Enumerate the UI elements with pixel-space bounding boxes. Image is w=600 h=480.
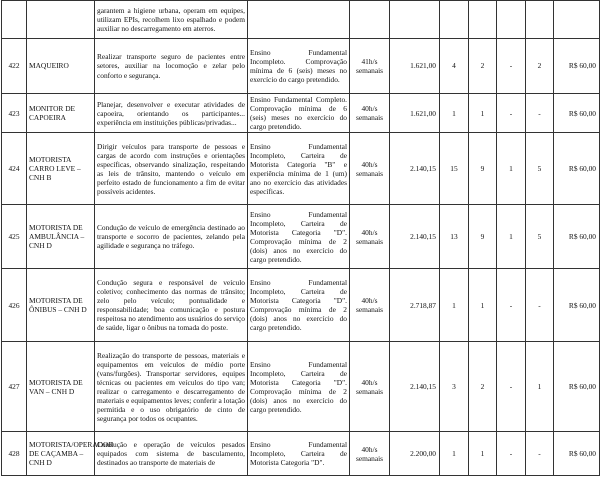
job-requirement: Ensino Fundamental Incompleto, Carteira de Motorista Categoria "D". bbox=[248, 432, 350, 476]
vacancy-count-2: 2 bbox=[469, 39, 497, 94]
job-salary: 2.200,00 bbox=[390, 432, 440, 476]
vacancy-count-3: - bbox=[497, 432, 526, 476]
registration-fee: R$ 60,00 bbox=[554, 94, 600, 133]
vacancy-count-4: 5 bbox=[526, 205, 554, 269]
job-title: MAQUEIRO bbox=[27, 39, 95, 94]
vacancy-count-1: 3 bbox=[440, 342, 469, 432]
vacancy-count-1: 1 bbox=[440, 432, 469, 476]
table-row bbox=[2, 205, 600, 269]
job-code: 427 bbox=[2, 342, 27, 432]
vacancy-count-3: - bbox=[497, 94, 526, 133]
vacancy-count-2: 1 bbox=[469, 432, 497, 476]
job-code: 426 bbox=[2, 269, 27, 342]
job-salary: 2.140,15 bbox=[390, 205, 440, 269]
vacancy-count-4: - bbox=[526, 94, 554, 133]
table-row-top bbox=[2, 1, 600, 39]
job-salary: 2.718,87 bbox=[390, 269, 440, 342]
job-title: MOTORISTA CARRO LEVE – CNH B bbox=[27, 133, 95, 205]
registration-fee: R$ 60,00 bbox=[554, 269, 600, 342]
vacancy-count-2: 1 bbox=[469, 94, 497, 133]
table-row bbox=[2, 342, 600, 432]
job-title: MOTORISTA DE ÔNIBUS – CNH D bbox=[27, 269, 95, 342]
job-requirement: Ensino Fundamental Incompleto, Carteira de Motorista Categoria "D". Comprovação mínima de 2 (dois) anos no exercício do cargo pretendido. bbox=[248, 342, 350, 432]
job-description: Dirigir veículos para transporte de pessoas e cargas de acordo com instruções e orientações específicas, observando sinalização, respeitando as leis de trânsito, mantendo o veículo em perfeito estado de funcionamento a fim de evitar possíveis acidentes. bbox=[95, 133, 248, 205]
vacancy-count-1: 15 bbox=[440, 133, 469, 205]
registration-fee: R$ 60,00 bbox=[554, 342, 600, 432]
job-hours: 40h/s semanais bbox=[350, 94, 390, 133]
table-row bbox=[2, 39, 600, 94]
job-salary: 2.140,15 bbox=[390, 133, 440, 205]
registration-fee: R$ 60,00 bbox=[554, 205, 600, 269]
vacancy-count-1: 1 bbox=[440, 269, 469, 342]
job-title: MOTORISTA DE VAN – CNH D bbox=[27, 342, 95, 432]
job-code: 428 bbox=[2, 432, 27, 476]
positions-table bbox=[1, 0, 600, 476]
job-code: 423 bbox=[2, 94, 27, 133]
table-row bbox=[2, 133, 600, 205]
job-description: Realizar transporte seguro de pacientes entre setores, auxiliar na locomoção e zelar pelo conforto e segurança. bbox=[95, 39, 248, 94]
vacancy-count-1: 4 bbox=[440, 39, 469, 94]
job-title: MOTORISTA DE AMBULÂNCIA – CNH D bbox=[27, 205, 95, 269]
table-row bbox=[2, 269, 600, 342]
vacancy-count-3: - bbox=[497, 269, 526, 342]
job-description: Realização do transporte de pessoas, materiais e equipamentos em veículos de médio porte (vans/furgões). Transportar servidores, equipes técnicas ou pacientes em veículos do tipo van; realizar o carregamento e descarregamento de materiais e equipamentos leves; conferir a lotação permitida e o uso obrigatório de cinto de segurança por todos os ocupantes. bbox=[95, 342, 248, 432]
job-requirement: Ensino Fundamental Incompleto, Carteira de Motorista Categoria "D". Comprovação mínima de 2 (dois) anos no exercício do cargo pretendido. bbox=[248, 269, 350, 342]
vacancy-count-3: - bbox=[497, 39, 526, 94]
registration-fee: R$ 60,00 bbox=[554, 133, 600, 205]
job-salary: 1.621,00 bbox=[390, 39, 440, 94]
vacancy-count-2: 9 bbox=[469, 133, 497, 205]
job-title: MONITOR DE CAPOEIRA bbox=[27, 94, 95, 133]
job-code: 425 bbox=[2, 205, 27, 269]
job-hours: 40h/s semanais bbox=[350, 269, 390, 342]
vacancy-count-1: 1 bbox=[440, 94, 469, 133]
job-hours: 40h/s semanais bbox=[350, 205, 390, 269]
vacancy-count-1: 13 bbox=[440, 205, 469, 269]
vacancy-count-2: 9 bbox=[469, 205, 497, 269]
vacancy-count-4: 1 bbox=[526, 342, 554, 432]
job-requirement: Ensino Fundamental Completo. Comprovação mínima de 6 (seis) meses no exercício do cargo pretendido. bbox=[248, 94, 350, 133]
vacancy-count-3: 1 bbox=[497, 133, 526, 205]
registration-fee: R$ 60,00 bbox=[554, 432, 600, 476]
job-hours: 40h/s semanais bbox=[350, 432, 390, 476]
job-description: Planejar, desenvolver e executar atividades de capoeira, orientando os participantes... experiência em instituições públicas/privadas... bbox=[95, 94, 248, 133]
registration-fee: R$ 60,00 bbox=[554, 39, 600, 94]
job-requirement: Ensino Fundamental Incompleto, Carteira de Motorista Categoria "D". Comprovação mínima de 2 (dois) anos no exercício do cargo pretendido. bbox=[248, 205, 350, 269]
job-code: 424 bbox=[2, 133, 27, 205]
vacancy-count-2: 1 bbox=[469, 269, 497, 342]
table-row bbox=[2, 432, 600, 476]
vacancy-count-4: - bbox=[526, 432, 554, 476]
job-salary: 2.140,15 bbox=[390, 342, 440, 432]
job-title: MOTORISTA/OPERADOR DE CAÇAMBA – CNH D bbox=[27, 432, 95, 476]
job-salary: 1.621,00 bbox=[390, 94, 440, 133]
table-row bbox=[2, 94, 600, 133]
vacancy-count-4: - bbox=[526, 269, 554, 342]
job-requirement: Ensino Fundamental Incompleto, Carteira de Motorista Categoria "B" e experiência mínima de 1 (um) ano no exercício das atividades específicas. bbox=[248, 133, 350, 205]
vacancy-count-2: 2 bbox=[469, 342, 497, 432]
vacancy-count-4: 5 bbox=[526, 133, 554, 205]
job-hours: 41h/s semanais bbox=[350, 39, 390, 94]
job-code: 422 bbox=[2, 39, 27, 94]
job-description: Condução de veículo de emergência destinado ao transporte e socorro de pacientes, zelando pela agilidade e segurança no tráfego. bbox=[95, 205, 248, 269]
vacancy-count-3: - bbox=[497, 342, 526, 432]
job-description: garantem a higiene urbana, operam em equipes, utilizam EPIs, recolhem lixo espalhado e podem auxiliar no descarregamento em aterros. bbox=[95, 1, 248, 39]
job-description: Condução e operação de veículos pesados equipados com sistema de basculamento, destinados ao transporte de materiais de bbox=[95, 432, 248, 476]
job-requirement: Ensino Fundamental Incompleto. Comprovação mínima de 6 (seis) meses no exercício do cargo pretendido. bbox=[248, 39, 350, 94]
job-hours: 40h/s semanais bbox=[350, 133, 390, 205]
job-hours: 40h/s semanais bbox=[350, 342, 390, 432]
vacancy-count-3: 1 bbox=[497, 205, 526, 269]
vacancy-count-4: 2 bbox=[526, 39, 554, 94]
job-description: Condução segura e responsável de veículo coletivo; conhecimento das normas de trânsito; zelo pelo veículo; pontualidade e responsabilidade; boa comunicação e postura respeitosa no atendimento aos usuários do serviço de saúde, ligar o ônibus na tomada do poste. bbox=[95, 269, 248, 342]
